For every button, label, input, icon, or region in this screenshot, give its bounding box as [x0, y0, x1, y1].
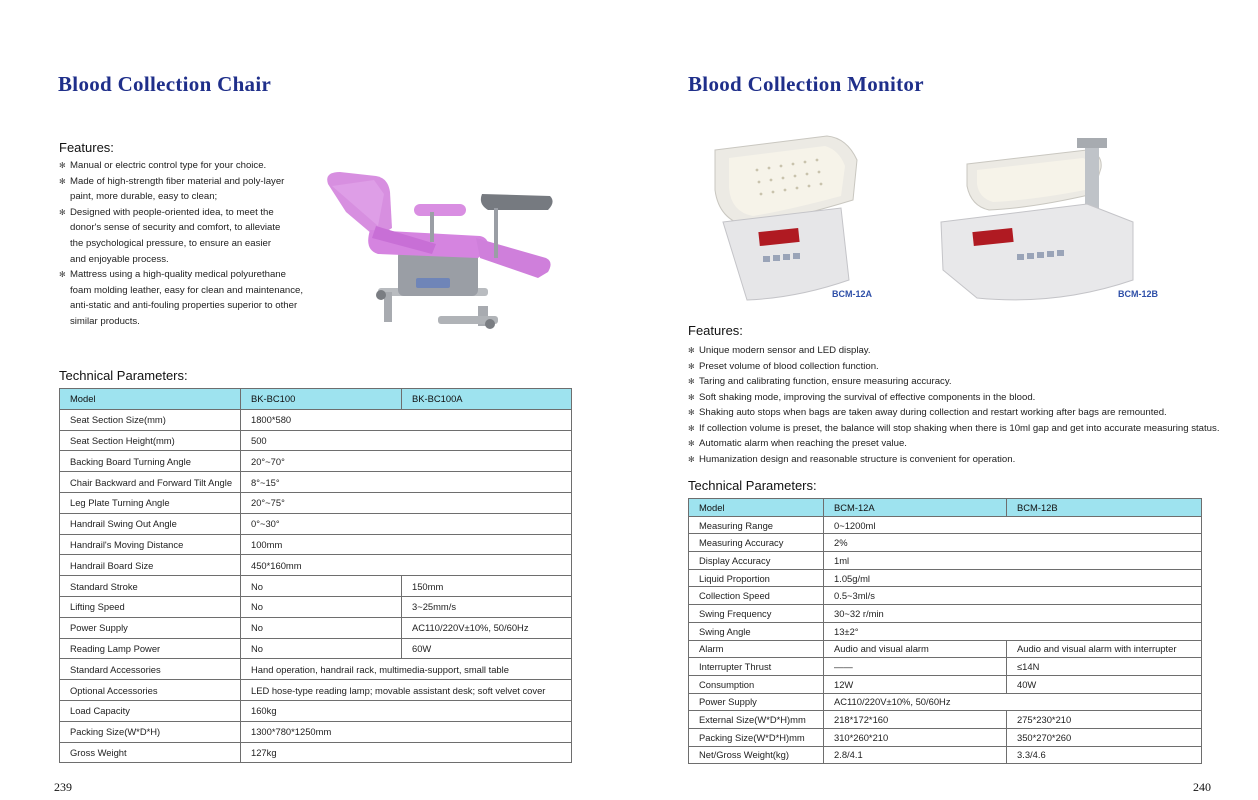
feature-item: ✻ Preset volume of blood collection function.: [688, 359, 1228, 375]
right-page: [629, 0, 1258, 800]
table-cell: LED hose-type reading lamp; movable assistant desk; soft velvet cover: [241, 680, 572, 701]
table-cell: Seat Section Size(mm): [60, 409, 241, 430]
table-row: [60, 596, 572, 617]
table-cell: Swing Angle: [689, 622, 824, 640]
table-cell: Power Supply: [60, 617, 241, 638]
table-row: [60, 700, 572, 721]
table-cell: Optional Accessories: [60, 680, 241, 701]
table-cell: Measuring Range: [689, 516, 824, 534]
table-cell: Backing Board Turning Angle: [60, 451, 241, 472]
feature-item: ✻ Manual or electric control type for your choice.: [59, 158, 309, 174]
table-cell: Collection Speed: [689, 587, 824, 605]
table-cell: 3~25mm/s: [402, 596, 572, 617]
table-cell: Interrupter Thrust: [689, 658, 824, 676]
table-cell: 40W: [1007, 675, 1202, 693]
feature-item: ✻ Unique modern sensor and LED display.: [688, 343, 1228, 359]
table-row: [689, 605, 1202, 623]
table-cell: Standard Stroke: [60, 576, 241, 597]
table-row: [60, 638, 572, 659]
tech-params-heading: Technical Parameters:: [59, 368, 188, 383]
table-header-row: [60, 389, 572, 410]
page-title: Blood Collection Chair: [58, 72, 272, 96]
table-cell: Handrail's Moving Distance: [60, 534, 241, 555]
table-cell: No: [241, 576, 402, 597]
table-cell: 2.8/4.1: [824, 746, 1007, 764]
table-cell: Lifting Speed: [60, 596, 241, 617]
features-heading: Features:: [688, 323, 743, 338]
table-cell: 160kg: [241, 700, 572, 721]
table-cell: No: [241, 638, 402, 659]
table-cell: 275*230*210: [1007, 711, 1202, 729]
feature-item: ✻ Soft shaking mode, improving the survival of effective components in the blood.: [688, 390, 1228, 406]
table-row: [689, 552, 1202, 570]
table-cell: 1300*780*1250mm: [241, 721, 572, 742]
table-cell: 500: [241, 430, 572, 451]
table-row: [60, 680, 572, 701]
table-cell: ≤14N: [1007, 658, 1202, 676]
tech-params-heading: Technical Parameters:: [688, 478, 817, 493]
table-cell: 310*260*210: [824, 728, 1007, 746]
page-number: 240: [1193, 780, 1211, 794]
feature-item: ✻ Designed with people-oriented idea, to meet the donor's sense of security and comfort, to alleviate the psychological pressure, to ensure an easier and enjoyable process.: [59, 205, 309, 267]
features-heading: Features:: [59, 140, 114, 155]
table-cell: No: [241, 596, 402, 617]
table-row: [689, 693, 1202, 711]
bcm-12b-photo: [937, 130, 1147, 310]
table-header-cell: BCM-12A: [824, 499, 1007, 517]
table-cell: Packing Size(W*D*H): [60, 721, 241, 742]
table-cell: 3.3/4.6: [1007, 746, 1202, 764]
table-cell: Handrail Swing Out Angle: [60, 513, 241, 534]
table-row: [689, 534, 1202, 552]
table-cell: No: [241, 617, 402, 638]
table-cell: Display Accuracy: [689, 552, 824, 570]
table-row: [689, 711, 1202, 729]
table-cell: 350*270*260: [1007, 728, 1202, 746]
table-cell: 150mm: [402, 576, 572, 597]
table-row: [689, 516, 1202, 534]
feature-item: ✻ If collection volume is preset, the balance will stop shaking when there is 10ml gap and get into accurate measuring status.: [688, 421, 1228, 437]
table-cell: Standard Accessories: [60, 659, 241, 680]
table-cell: Packing Size(W*D*H)mm: [689, 728, 824, 746]
table-cell: 12W: [824, 675, 1007, 693]
chair-spec-table: [59, 388, 572, 763]
table-header-row: [689, 499, 1202, 517]
table-cell: 20°~75°: [241, 492, 572, 513]
table-row: [60, 534, 572, 555]
table-cell: 13±2°: [824, 622, 1202, 640]
table-cell: Leg Plate Turning Angle: [60, 492, 241, 513]
features-list: [59, 158, 309, 330]
table-header-cell: BK-BC100A: [402, 389, 572, 410]
table-cell: 1800*580: [241, 409, 572, 430]
bcm-12b-label: BCM-12B: [1118, 289, 1159, 299]
feature-item: ✻ Made of high-strength fiber material and poly-layer paint, more durable, easy to clean;: [59, 174, 309, 205]
table-row: [60, 492, 572, 513]
table-cell: 0~1200ml: [824, 516, 1202, 534]
table-cell: Audio and visual alarm: [824, 640, 1007, 658]
table-cell: Liquid Proportion: [689, 569, 824, 587]
features-list: [688, 343, 1228, 467]
table-header-cell: Model: [60, 389, 241, 410]
table-cell: Audio and visual alarm with interrupter: [1007, 640, 1202, 658]
feature-item: ✻ Mattress using a high-quality medical polyurethane foam molding leather, easy for clean and maintenance, anti-static and anti-fouling properties superior to other similar products.: [59, 267, 309, 329]
table-cell: 30~32 r/min: [824, 605, 1202, 623]
table-row: [60, 742, 572, 763]
table-cell: ——: [824, 658, 1007, 676]
table-row: [60, 576, 572, 597]
table-header-cell: Model: [689, 499, 824, 517]
table-row: [60, 555, 572, 576]
table-cell: 2%: [824, 534, 1202, 552]
table-row: [60, 472, 572, 493]
table-row: [689, 658, 1202, 676]
table-row: [689, 587, 1202, 605]
table-row: [60, 451, 572, 472]
table-header-cell: BK-BC100: [241, 389, 402, 410]
table-cell: Handrail Board Size: [60, 555, 241, 576]
table-cell: 218*172*160: [824, 711, 1007, 729]
table-cell: 0.5~3ml/s: [824, 587, 1202, 605]
table-cell: Load Capacity: [60, 700, 241, 721]
table-cell: Swing Frequency: [689, 605, 824, 623]
table-cell: AC110/220V±10%, 50/60Hz: [824, 693, 1202, 711]
table-cell: 60W: [402, 638, 572, 659]
table-row: [689, 622, 1202, 640]
table-row: [60, 513, 572, 534]
table-cell: Chair Backward and Forward Tilt Angle: [60, 472, 241, 493]
table-cell: Measuring Accuracy: [689, 534, 824, 552]
feature-item: ✻ Humanization design and reasonable structure is convenient for operation.: [688, 452, 1228, 468]
table-cell: Gross Weight: [60, 742, 241, 763]
table-row: [689, 569, 1202, 587]
table-cell: 1.05g/ml: [824, 569, 1202, 587]
feature-item: ✻ Shaking auto stops when bags are taken away during collection and restart working after bags are remounted.: [688, 405, 1228, 421]
table-row: [60, 617, 572, 638]
table-cell: Alarm: [689, 640, 824, 658]
table-cell: Power Supply: [689, 693, 824, 711]
table-cell: Reading Lamp Power: [60, 638, 241, 659]
bcm-12a-label: BCM-12A: [832, 289, 873, 299]
table-cell: 20°~70°: [241, 451, 572, 472]
page-number: 239: [54, 780, 72, 794]
bcm-12a-photo: [707, 130, 867, 305]
table-row: [60, 430, 572, 451]
feature-item: ✻ Automatic alarm when reaching the preset value.: [688, 436, 1228, 452]
table-cell: External Size(W*D*H)mm: [689, 711, 824, 729]
table-cell: 100mm: [241, 534, 572, 555]
table-row: [60, 659, 572, 680]
monitor-spec-table: [688, 498, 1202, 764]
table-cell: 127kg: [241, 742, 572, 763]
table-cell: Hand operation, handrail rack, multimedia-support, small table: [241, 659, 572, 680]
table-cell: 450*160mm: [241, 555, 572, 576]
table-cell: Seat Section Height(mm): [60, 430, 241, 451]
table-cell: Consumption: [689, 675, 824, 693]
table-row: [689, 728, 1202, 746]
table-row: [689, 675, 1202, 693]
table-header-cell: BCM-12B: [1007, 499, 1202, 517]
table-cell: AC110/220V±10%, 50/60Hz: [402, 617, 572, 638]
table-row: [689, 746, 1202, 764]
feature-item: ✻ Taring and calibrating function, ensure measuring accuracy.: [688, 374, 1228, 390]
table-cell: 1ml: [824, 552, 1202, 570]
table-row: [689, 640, 1202, 658]
blood-collection-chair-photo: [318, 166, 558, 332]
table-row: [60, 721, 572, 742]
table-cell: 0°~30°: [241, 513, 572, 534]
table-cell: Net/Gross Weight(kg): [689, 746, 824, 764]
page-title: Blood Collection Monitor: [688, 72, 924, 96]
table-row: [60, 409, 572, 430]
table-cell: 8°~15°: [241, 472, 572, 493]
